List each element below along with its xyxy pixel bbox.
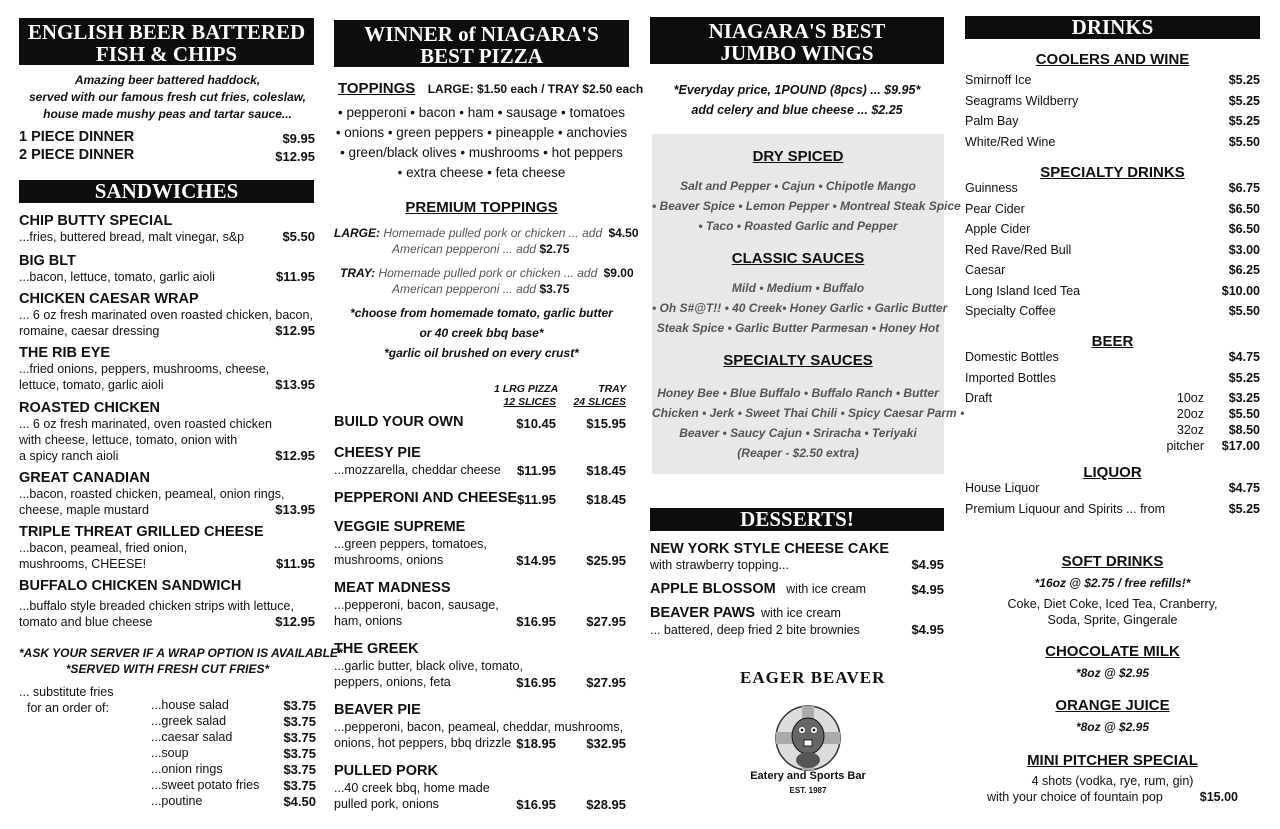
drink-price: $3.00 xyxy=(1228,242,1260,257)
logo-bottom-text: Eatery and Sports Bar xyxy=(750,770,866,782)
pizza-tray-price: $27.95 xyxy=(586,614,626,629)
col-large-header: 1 LRG PIZZA 12 SLICES xyxy=(494,383,559,408)
classic-sauces-list: Mild • Medium • Buffalo • Oh S#@T!! • 40 Creek• Honey Garlic • Garlic Butter Steak Spice • Garlic Butter Parmesan • Honey Hot xyxy=(652,281,948,335)
drink-name: Imported Bottles xyxy=(965,370,1057,385)
drink-name: Smirnoff Ice xyxy=(965,73,1032,87)
sandwich-item: CHIP BUTTY SPECIAL ...fries, buttered bread, malt vinegar, s&p $5.50 xyxy=(19,213,315,244)
pizza-header: WINNER of NIAGARA'S BEST PIZZA xyxy=(334,20,629,67)
drink-name: Red Rave/Red Bull xyxy=(965,242,1072,257)
substitute-name: ...caesar salad xyxy=(151,730,233,744)
drink-price: $5.25 xyxy=(1228,114,1260,128)
pizza-name: BUILD YOUR OWN xyxy=(334,414,464,430)
drink-name: Apple Cider xyxy=(965,222,1031,236)
fish-sandwich-column xyxy=(19,0,343,829)
wrap-note: *ASK YOUR SERVER IF A WRAP OPTION IS AVAILABLE* *SERVED WITH FRESH CUT FRIES* xyxy=(19,646,343,676)
pizza-large-price: $16.95 xyxy=(516,797,556,812)
pizza-large-price: $11.95 xyxy=(516,492,556,507)
mini-price: $15.00 xyxy=(1199,790,1238,804)
drink-name: Specialty Coffee xyxy=(965,304,1056,318)
pizza-name: CHEESY PIE xyxy=(334,445,421,461)
soft-title: SOFT DRINKS xyxy=(1061,553,1164,570)
liquor-title: LIQUOR xyxy=(1083,464,1142,481)
substitute-price: $3.75 xyxy=(283,746,316,761)
sandwich-item: GREAT CANADIAN ...bacon, roasted chicken, peameal, onion rings, cheese, maple mustard $13.95 xyxy=(19,470,315,517)
drink-price: $6.50 xyxy=(1228,201,1260,216)
draft-price: $5.50 xyxy=(1228,407,1260,421)
drink-price: $5.25 xyxy=(1228,370,1260,385)
pizza-description: peppers, onions, feta xyxy=(334,675,451,689)
pizza-name: THE GREEK xyxy=(334,641,419,657)
drink-name: Palm Bay xyxy=(965,114,1019,128)
pizza-tray-price: $25.95 xyxy=(586,553,626,568)
premium-toppings-title: PREMIUM TOPPINGS xyxy=(405,199,558,216)
draft-size: pitcher xyxy=(1166,439,1204,453)
pizza-tray-price: $18.45 xyxy=(586,463,626,478)
substitute-name: ...onion rings xyxy=(151,762,223,776)
dry-spiced-title: DRY SPICED xyxy=(752,148,844,165)
substitute-price: $3.75 xyxy=(283,698,316,713)
wings-desserts-column xyxy=(650,0,965,829)
sandwich-item: CHICKEN CAESAR WRAP ... 6 oz fresh marinated oven roasted chicken, bacon, romaine, caesar dressing $12.95 xyxy=(19,291,315,338)
wings-header: NIAGARA'S BEST JUMBO WINGS xyxy=(650,17,944,64)
pizza-tray-price: $27.95 xyxy=(586,675,626,690)
drink-name: Premium Liquour and Spirits ... from xyxy=(965,501,1166,516)
fish-item-price: $9.95 xyxy=(282,131,315,146)
drink-price: $5.25 xyxy=(1228,93,1260,108)
pizza-description: ...green peppers, tomatoes, xyxy=(334,537,487,551)
pizza-large-price: $16.95 xyxy=(516,614,556,629)
drink-price: $10.00 xyxy=(1221,283,1260,298)
soft-note: *16oz @ $2.75 / free refills!* xyxy=(1034,576,1191,590)
dry-spiced-list: Salt and Pepper • Cajun • Chipotle Mango • Beaver Spice • Lemon Pepper • Montreal Steak Spice • Taco • Roasted Garlic and Pepper xyxy=(652,179,961,233)
sandwich-item: BUFFALO CHICKEN SANDWICH ...buffalo style breaded chicken strips with lettuce, tomato and blue cheese $12.95 xyxy=(19,578,315,629)
fish-item-price: $12.95 xyxy=(275,149,315,164)
drink-price: $5.25 xyxy=(1228,73,1260,87)
soft-list-2: Soda, Sprite, Gingerale xyxy=(1047,613,1178,627)
pizza-large-price: $14.95 xyxy=(516,553,556,568)
drink-name: Guinness xyxy=(965,181,1018,195)
specialty-sauces-title: SPECIALTY SAUCES xyxy=(723,352,873,369)
soft-list-1: Coke, Diet Coke, Iced Tea, Cranberry, xyxy=(1007,597,1218,611)
pizza-name: PULLED PORK xyxy=(334,763,438,779)
sandwich-item: BIG BLT ...bacon, lettuce, tomato, garlic aioli $11.95 xyxy=(19,253,315,284)
sandwich-item: TRIPLE THREAT GRILLED CHEESE ...bacon, peameal, fried onion, mushrooms, CHEESE! $11.95 xyxy=(19,524,315,571)
pizza-name: BEAVER PIE xyxy=(334,702,421,718)
substitute-price: $3.75 xyxy=(283,714,316,729)
oj-note: *8oz @ $2.95 xyxy=(1075,720,1150,734)
milk-note: *8oz @ $2.95 xyxy=(1075,666,1150,680)
pizza-large-price: $11.95 xyxy=(516,463,556,478)
classic-sauces-title: CLASSIC SAUCES xyxy=(731,250,865,267)
draft-label: Draft xyxy=(965,391,993,405)
drink-name: Seagrams Wildberry xyxy=(965,93,1079,108)
eager-beaver-logo xyxy=(740,666,886,804)
pizza-description: ...mozzarella, cheddar cheese xyxy=(334,463,501,477)
sandwich-item: THE RIB EYE ...fried onions, peppers, mushrooms, cheese, lettuce, tomato, garlic aioli $13.95 xyxy=(19,345,315,392)
substitute-price: $3.75 xyxy=(283,778,316,793)
substitute-name: ...house salad xyxy=(151,698,229,712)
drink-price: $6.25 xyxy=(1228,263,1260,277)
substitute-name: ...poutine xyxy=(151,794,203,808)
substitute-label: ... substitute fries for an order of: xyxy=(19,685,114,715)
pizza-description: mushrooms, onions xyxy=(334,553,444,567)
draft-price: $17.00 xyxy=(1221,439,1260,453)
specialty-sauces-list: Honey Bee • Blue Buffalo • Buffalo Ranch • Butter Chicken • Jerk • Sweet Thai Chili • Spicy Caesar Parm • Beaver • Saucy Cajun • Sriracha • Teriyaki (Reaper - $2.50 extra) xyxy=(652,386,965,460)
pizza-description: pulled pork, onions xyxy=(334,797,439,811)
drinks-header: DRINKS xyxy=(965,16,1260,39)
pizza-name: MEAT MADNESS xyxy=(334,580,451,596)
pizza-description: ...pepperoni, bacon, sausage, xyxy=(334,598,499,612)
toppings-row: TOPPINGS LARGE: $1.50 each / TRAY $2.50 each xyxy=(338,80,644,97)
col-tray-header: TRAY 24 SLICES xyxy=(573,383,626,408)
pizza-description: ...pepperoni, bacon, peameal, cheddar, mushrooms, xyxy=(334,720,624,734)
drink-name: Pear Cider xyxy=(965,201,1025,216)
pizza-column xyxy=(334,0,644,829)
pizza-description: ...40 creek bbq, home made xyxy=(334,781,490,795)
draft-price: $3.25 xyxy=(1228,391,1260,405)
draft-size: 20oz xyxy=(1176,407,1204,421)
pizza-description: ham, onions xyxy=(334,614,403,628)
pizza-description: ...garlic butter, black olive, tomato, xyxy=(334,659,523,673)
premium-large: LARGE: Homemade pulled pork or chicken ... add $4.50 American pepperoni ... add $2.75 xyxy=(334,226,639,256)
drink-price: $4.75 xyxy=(1228,481,1260,495)
oj-title: ORANGE JUICE xyxy=(1055,697,1170,714)
mini-line-2: with your choice of fountain pop xyxy=(987,790,1163,804)
drink-name: White/Red Wine xyxy=(965,134,1056,149)
coolers-title: COOLERS AND WINE xyxy=(1035,51,1190,68)
drink-price: $5.50 xyxy=(1228,304,1260,318)
pizza-tray-price: $15.95 xyxy=(586,416,626,431)
substitute-price: $4.50 xyxy=(283,794,316,809)
drink-name: Domestic Bottles xyxy=(965,350,1059,364)
sandwiches-header: SANDWICHES xyxy=(19,180,314,203)
desserts-header: DESSERTS! xyxy=(650,508,944,531)
sandwich-item: ROASTED CHICKEN ... 6 oz fresh marinated, oven roasted chicken with cheese, lettuce, tomato, onion with a spicy ranch aioli $12.95 xyxy=(19,400,315,463)
drink-price: $4.75 xyxy=(1228,350,1260,364)
pizza-tray-price: $28.95 xyxy=(586,797,626,812)
drink-name: House Liquor xyxy=(965,481,1040,495)
substitute-price: $3.75 xyxy=(283,762,316,777)
wings-price-note: *Everyday price, 1POUND (8pcs) ... $9.95* add celery and blue cheese ... $2.25 xyxy=(673,83,921,117)
drink-price: $5.50 xyxy=(1228,134,1260,149)
draft-size: 10oz xyxy=(1176,391,1204,405)
pizza-large-price: $16.95 xyxy=(516,675,556,690)
substitute-price: $3.75 xyxy=(283,730,316,745)
fish-item-name: 2 PIECE DINNER xyxy=(19,147,135,163)
draft-price: $8.50 xyxy=(1228,423,1260,437)
substitute-name: ...soup xyxy=(151,746,189,760)
milk-title: CHOCOLATE MILK xyxy=(1045,643,1180,660)
drink-price: $5.25 xyxy=(1228,501,1260,516)
dessert-item: APPLE BLOSSOM with ice cream $4.95 xyxy=(650,581,944,597)
pizza-tray-price: $18.45 xyxy=(586,492,626,507)
substitute-name: ...sweet potato fries xyxy=(151,778,260,792)
pizza-name: VEGGIE SUPREME xyxy=(334,519,466,535)
draft-size: 32oz xyxy=(1176,423,1204,437)
wing-flavours-box xyxy=(652,134,965,474)
premium-tray: TRAY: Homemade pulled pork or chicken ... add $9.00 American pepperoni ... add $3.75 xyxy=(340,266,634,296)
dessert-item: BEAVER PAWS with ice cream ... battered, deep fried 2 bite brownies $4.95 xyxy=(650,605,944,637)
mini-line-1: 4 shots (vodka, rye, rum, gin) xyxy=(1031,774,1194,788)
specialty-title: SPECIALTY DRINKS xyxy=(1040,164,1185,181)
fish-chips-header: ENGLISH BEER BATTERED FISH & CHIPS xyxy=(19,18,314,65)
mini-title: MINI PITCHER SPECIAL xyxy=(1027,752,1198,769)
substitute-name: ...greek salad xyxy=(151,714,227,728)
fish-item-name: 1 PIECE DINNER xyxy=(19,129,135,145)
base-note: *choose from homemade tomato, garlic butter or 40 creek bbq base* *garlic oil brushed on every crust* xyxy=(350,306,613,360)
pizza-tray-price: $32.95 xyxy=(586,736,626,751)
drinks-column xyxy=(965,0,1260,829)
pizza-large-price: $18.95 xyxy=(516,736,556,751)
pizza-description: onions, hot peppers, bbq drizzle xyxy=(334,736,512,750)
logo-est-text: EST. 1987 xyxy=(789,786,827,795)
pizza-large-price: $10.45 xyxy=(516,416,556,431)
drink-price: $6.75 xyxy=(1228,181,1260,195)
toppings-list: • pepperoni • bacon • ham • sausage • tomatoes • onions • green peppers • pineapple • anchovies • green/black olives • mushrooms • hot peppers • extra cheese • feta cheese xyxy=(335,105,628,180)
drink-name: Caesar xyxy=(965,263,1006,277)
logo-top-text: EAGER BEAVER xyxy=(740,668,886,687)
pizza-name: PEPPERONI AND CHEESE xyxy=(334,490,518,506)
drink-name: Long Island Iced Tea xyxy=(965,283,1081,298)
drink-price: $6.50 xyxy=(1228,222,1260,236)
dessert-item: NEW YORK STYLE CHEESE CAKE with strawberry topping... $4.95 xyxy=(650,541,944,572)
fish-description: Amazing beer battered haddock, served with our famous fresh cut fries, coleslaw, house made mushy peas and tartar sauce... xyxy=(29,73,306,121)
beer-title: BEER xyxy=(1091,333,1134,350)
